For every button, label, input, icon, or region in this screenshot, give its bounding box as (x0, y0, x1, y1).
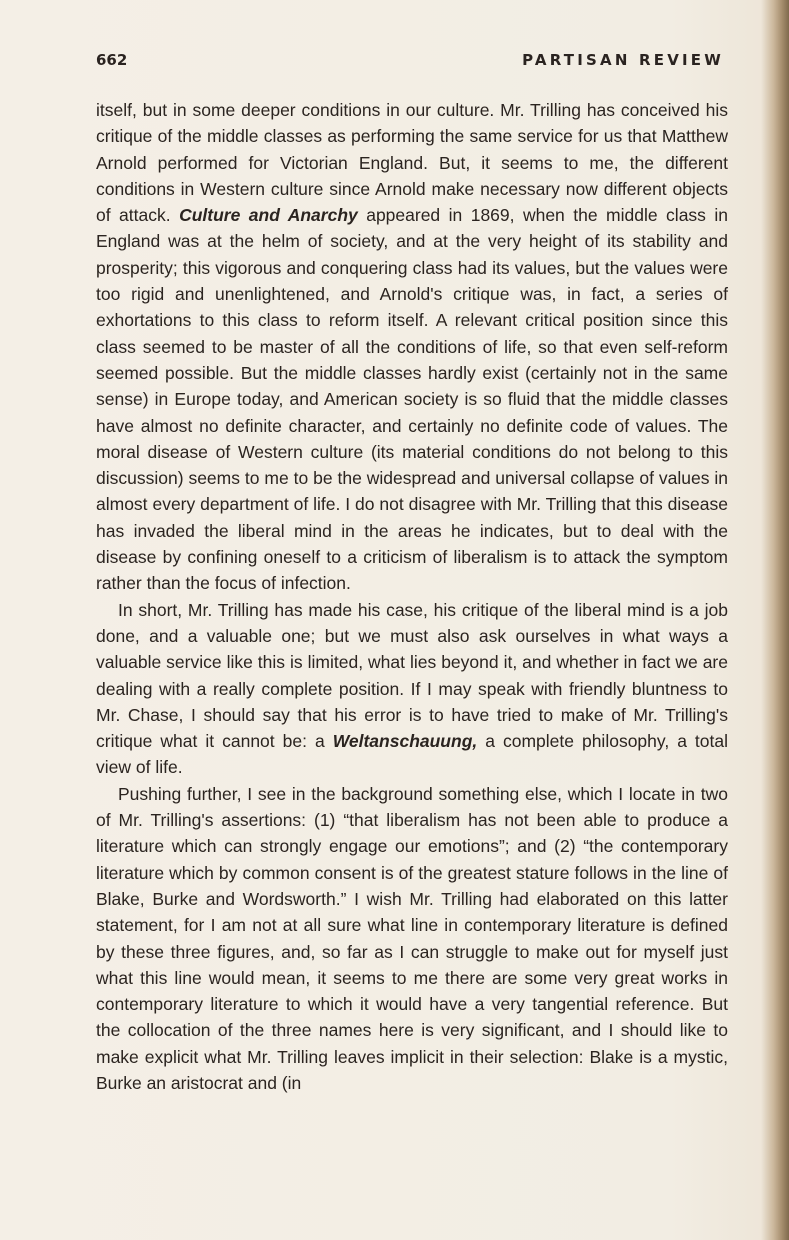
paragraph-2 (96, 597, 728, 781)
paragraph-1-text-b: appeared in 1869, when the middle class in England was at the helm of society, and at the very height of its stability and prosperity; this vigorous and conquering class had its values, but the values were too rigid and unenlightened, and Arnold's critique was, in fact, a series of exhortations to this class to reform itself. A relevant critical position since this class seemed to be master of all the conditions of life, so that even self-reform seemed possible. But the middle classes hardly exist (certainly not in the same sense) in Europe today, and American society is so fluid that the middle classes have almost no definite character, and certainly no definite code of values. The moral disease of Western culture (its material conditions do not belong to this discussion) seems to me to be the widespread and universal collapse of values in almost every department of life. I do not disagree with Mr. Trilling that this disease has invaded the liberal mind in the areas he indicates, but to deal with the disease by confining oneself to a criticism of liberalism is to attack the symptom rather than the focus of infection. (96, 205, 729, 594)
paragraph-3 (96, 781, 728, 1097)
paragraph-2-text-b: a complete philosophy, a total view of life. (96, 731, 728, 778)
article-body (96, 97, 728, 1096)
running-header (96, 51, 724, 75)
page-edge-shadow (761, 0, 789, 1240)
paragraph-2-italic-term: Weltanschauung, (332, 731, 478, 752)
running-title: PARTISAN REVIEW (522, 51, 724, 69)
paragraph-1-text-a: itself, but in some deeper conditions in our culture. Mr. Trilling has conceived his critique of the middle classes as performing the same service for us that Matthew Arnold performed for Victorian England. But, it seems to me, the different conditions in Western culture since Arnold make necessary now different objects of attack. (96, 100, 728, 226)
paragraph-1 (96, 97, 728, 597)
paragraph-3-text-a: Pushing further, I see in the background something else, which I locate in two of Mr. Trilling's assertions: (1) “that liberalism has not been able to produce a literature which can strongly engage our emotions”; and (2) “the contemporary literature which by common consent is of the greatest stature follows in the line of Blake, Burke and Wordsworth.” I wish Mr. Trilling had elaborated on this latter statement, for I am not at all sure what line in contemporary literature is defined by these three figures, and, so far as I can struggle to make out for myself just what this line would mean, it seems to me there are some very great works in contemporary literature to which it would have a very tangential reference. But the collocation of the three names here is very significant, and I should like to make explicit what Mr. Trilling leaves implicit in their selection: Blake is a mystic, Burke an aristocrat and (in (96, 783, 728, 1093)
page-number: 662 (96, 51, 128, 69)
paragraph-1-italic-title: Culture and Anarchy (179, 205, 358, 226)
paragraph-2-text-a: In short, Mr. Trilling has made his case, his critique of the liberal mind is a job done, and a valuable one; but we must also ask ourselves in what ways a valuable service like this is limited, what lies beyond it, and whether in fact we are dealing with a really complete position. If I may speak with friendly bluntness to Mr. Chase, I should say that his error is to have tried to make of Mr. Trilling's critique what it cannot be: a (96, 599, 728, 752)
